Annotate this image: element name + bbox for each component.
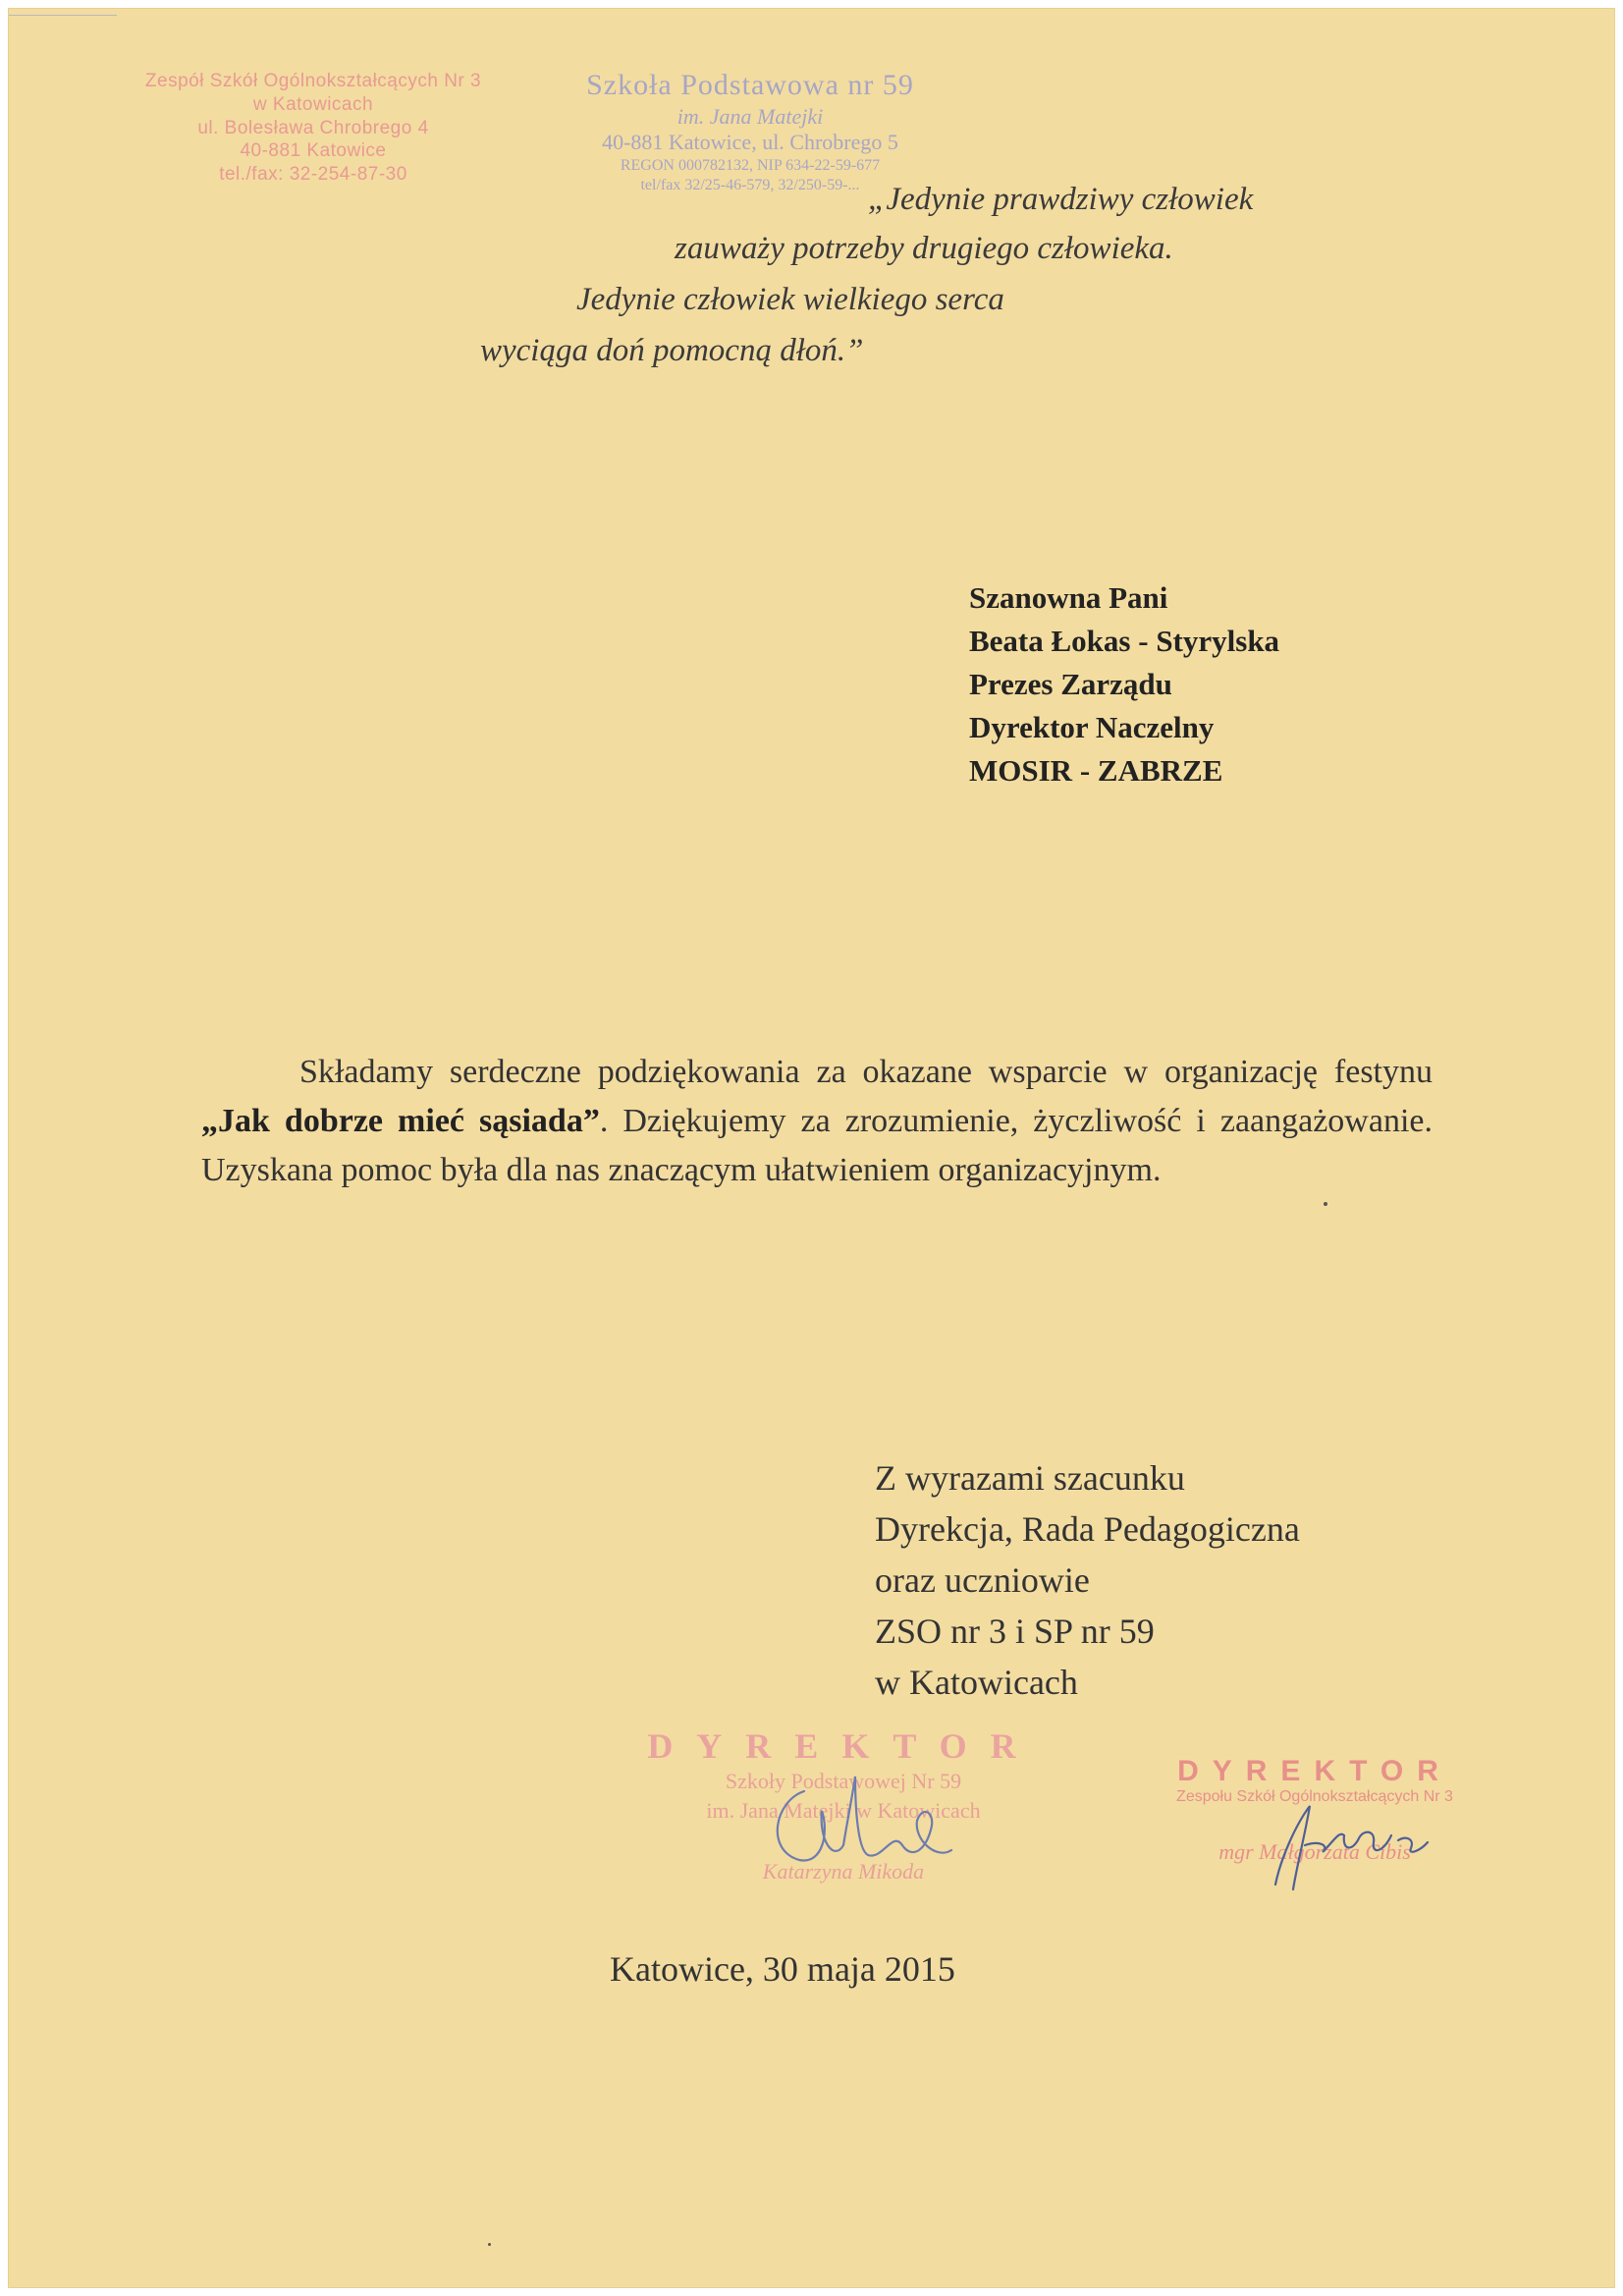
- stamp-director-name: Katarzyna Mikoda: [762, 1859, 925, 1884]
- stamp-line: Zespołu Szkół Ogólnokształcących Nr 3: [1176, 1788, 1453, 1805]
- stamp-line: w Katowicach: [252, 93, 374, 115]
- recipient-salutation: Szanowna Pani: [969, 580, 1168, 615]
- closing-line: w Katowicach: [875, 1663, 1078, 1702]
- sp59-header-stamp: [573, 68, 927, 194]
- motto-line-4: wyciąga doń pomocną dłoń.”: [480, 333, 864, 368]
- scan-edge-line: [9, 15, 117, 16]
- motto-line-2: zauważy potrzeby drugiego człowieka.: [675, 231, 1173, 266]
- recipient-address: [969, 576, 1279, 793]
- closing-line: Z wyrazami szacunku: [875, 1458, 1185, 1498]
- stamp-patron: im. Jana Matejki: [676, 103, 824, 129]
- recipient-org: MOSIR - ZABRZE: [969, 753, 1223, 788]
- stamp-line: ul. Bolesława Chrobrego 4: [197, 117, 429, 138]
- letter-date: Katowice, 30 maja 2015: [610, 1949, 955, 1989]
- recipient-role: Prezes Zarządu: [969, 667, 1172, 701]
- stamp-director-name: mgr Małgorzata Cibis: [1218, 1839, 1411, 1864]
- recipient-name: Beata Łokas - Styrylska: [969, 624, 1280, 658]
- closing-line: ZSO nr 3 i SP nr 59: [875, 1612, 1155, 1651]
- stamp-line: 40-881 Katowice: [240, 140, 387, 162]
- closing-line: Dyrekcja, Rada Pedagogiczna: [875, 1509, 1300, 1549]
- motto-line-3: Jedynie człowiek wielkiego serca: [576, 282, 1004, 317]
- stamp-phone: tel/fax 32/25-46-579, 32/250-59-...: [640, 176, 860, 193]
- festival-name: „Jak dobrze mieć sąsiada”: [201, 1103, 600, 1139]
- motto-line-1: „Jedynie prawdziwy człowiek: [868, 182, 1254, 217]
- letter-page: [8, 8, 1615, 2288]
- body-text-part: . Dziękujemy za zrozumienie, życzliwość i zaangażowanie. Uzyskana pomoc była dla nas znaczącym ułatwieniem organizacyjnym.: [201, 1103, 1433, 1188]
- letter-body: [201, 1048, 1433, 1195]
- scan-speck: [1324, 1202, 1327, 1206]
- closing-line: oraz uczniowie: [875, 1560, 1090, 1600]
- body-text-part: Składamy serdeczne podziękowania za okazane wsparcie w organizację festynu: [299, 1054, 1433, 1090]
- stamp-line: tel./fax: 32-254-87-30: [219, 164, 407, 185]
- stamp-title: DYREKTOR: [1177, 1755, 1452, 1787]
- stamp-regon: REGON 000782132, NIP 634-22-59-677: [620, 157, 881, 175]
- stamp-title: DYREKTOR: [647, 1726, 1040, 1766]
- signature-left: [745, 1752, 981, 1880]
- stamp-line: im. Jana Matejki w Katowicach: [706, 1798, 981, 1823]
- scan-speck: [488, 2243, 491, 2246]
- stamp-line: Szkoły Podstawowej Nr 59: [725, 1769, 962, 1793]
- stamp-school-name: Szkoła Podstawowa nr 59: [586, 69, 914, 101]
- stamp-address: 40-881 Katowice, ul. Chrobrego 5: [602, 130, 898, 155]
- stamp-line: Zespół Szkół Ogólnokształcących Nr 3: [144, 71, 482, 91]
- signature-right: [1236, 1791, 1452, 1899]
- closing-block: [875, 1452, 1300, 1708]
- recipient-role: Dyrektor Naczelny: [969, 710, 1215, 744]
- zso-header-stamp: [117, 70, 510, 187]
